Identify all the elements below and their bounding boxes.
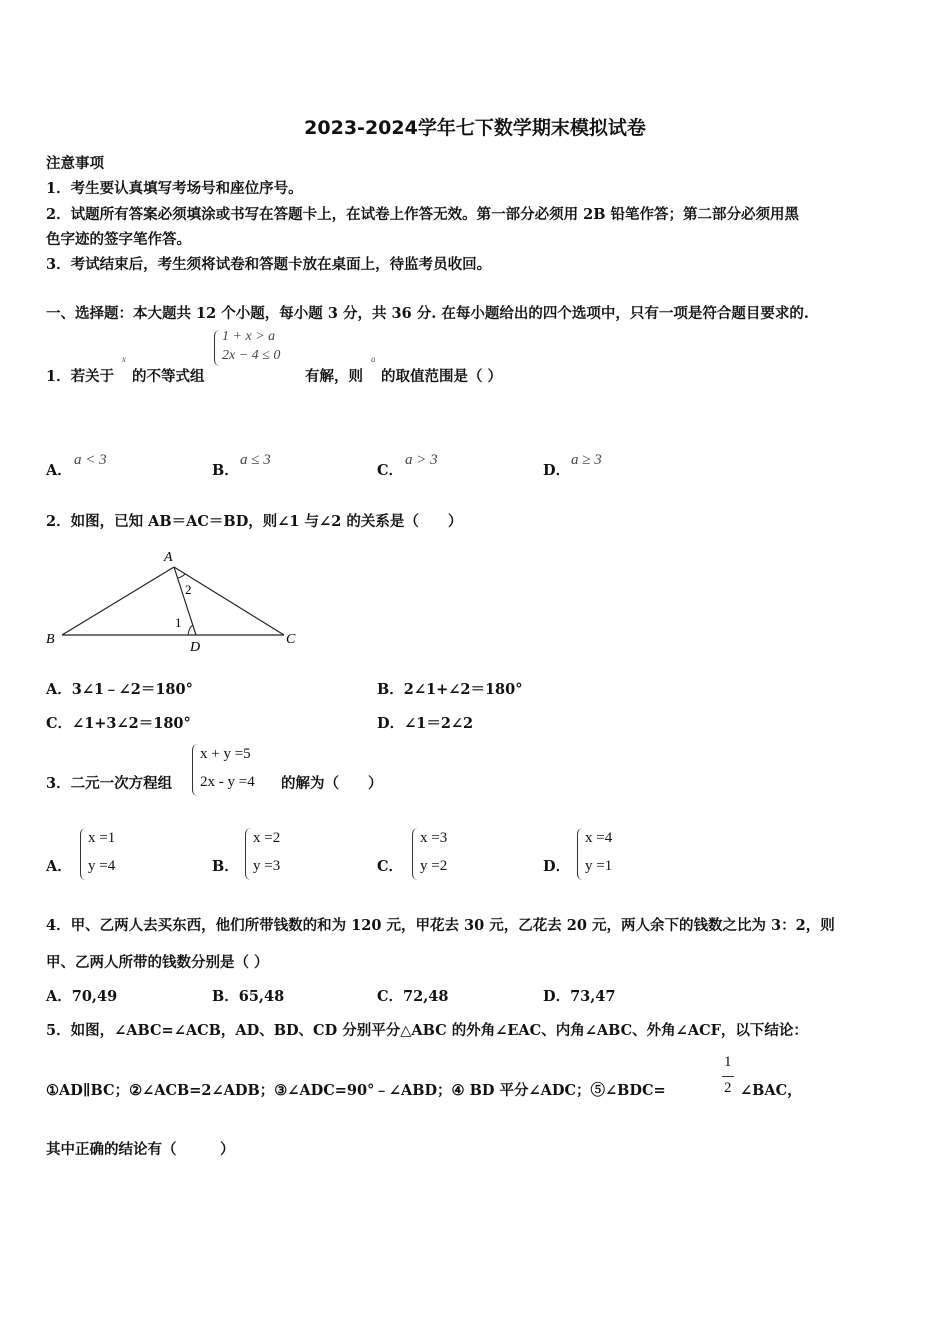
q5-text-line3: 其中正确的结论有（ ） xyxy=(46,1141,235,1158)
q3-option-a-label: A． xyxy=(46,858,72,875)
q3-text-post: 的解为（ ） xyxy=(281,775,383,792)
notice-item-3: 3．考试结束后，考生须将试卷和答题卡放在桌面上，待监考员收回。 xyxy=(46,256,492,273)
notice-heading: 注意事项 xyxy=(46,155,104,172)
q3-option-b-x: x =2 xyxy=(253,830,281,846)
q4-text-line1: 4．甲、乙两人去买东西，他们所带钱数的和为 120 元，甲花去 30 元，乙花去 20 元，两人余下的钱数之比为 3：2，则 xyxy=(46,917,835,934)
q4-option-a: A．70,49 xyxy=(46,988,118,1005)
label-d: D xyxy=(190,640,201,655)
label-angle-2: 2 xyxy=(185,582,192,597)
q5-fraction-bar xyxy=(722,1076,734,1077)
brace xyxy=(412,828,419,880)
q3-option-b xyxy=(245,828,305,880)
notice-item-2-cont: 色字迹的签字笔作答。 xyxy=(46,231,191,248)
q4-option-d: D．73,47 xyxy=(543,988,616,1005)
brace xyxy=(577,828,584,880)
brace xyxy=(245,828,252,880)
q3-option-a-x: x =1 xyxy=(88,830,116,846)
q1-option-a: a < 3 xyxy=(74,452,107,468)
q3-option-c xyxy=(412,828,472,880)
q3-option-b-y: y =3 xyxy=(253,858,281,874)
q3-option-a xyxy=(80,828,140,880)
q3-option-b-label: B． xyxy=(212,858,239,875)
q4-option-c: C．72,48 xyxy=(377,988,449,1005)
q3-option-c-y: y =2 xyxy=(420,858,448,874)
q3-option-c-label: C． xyxy=(377,858,404,875)
q4-text-line2: 甲、乙两人所带的钱数分别是（ ） xyxy=(46,954,269,971)
notice-item-2: 2．试题所有答案必须填涂或书写在答题卡上，在试卷上作答无效。第一部分必须用 2B 铅笔作答；第二部分必须用黑 xyxy=(46,206,800,223)
q1-sys-line1: 1 + x > a xyxy=(222,329,276,344)
brace xyxy=(80,828,87,880)
q5-text-line1: 5．如图，∠ABC=∠ACB，AD、BD、CD 分别平分△ABC 的外角∠EAC、内角∠ABC、外角∠ACF，以下结论： xyxy=(46,1022,808,1039)
q5-text-line2-post: ∠BAC， xyxy=(740,1082,802,1099)
label-b: B xyxy=(46,632,55,647)
q2-text: 2．如图，已知 AB＝AC＝BD，则∠1 与∠2 的关系是（ ） xyxy=(46,513,463,530)
q3-option-a-y: y =4 xyxy=(88,858,116,874)
q1-option-b: a ≤ 3 xyxy=(240,452,271,468)
q5-fraction-denominator: 2 xyxy=(724,1080,732,1096)
q1-var-x: x xyxy=(122,354,126,364)
label-angle-1: 1 xyxy=(175,615,182,630)
q2-option-d: D．∠1＝2∠2 xyxy=(377,715,474,732)
q4-option-b: B．65,48 xyxy=(212,988,285,1005)
brace xyxy=(192,744,199,796)
q3-option-c-x: x =3 xyxy=(420,830,448,846)
brace xyxy=(214,330,221,366)
q3-sys-line1: x + y =5 xyxy=(200,746,251,762)
q1-text-mid: 的不等式组 xyxy=(132,368,205,385)
section-heading: 一、选择题：本大题共 12 个小题，每小题 3 分，共 36 分. 在每小题给出的四个选项中，只有一项是符合题目要求的. xyxy=(46,305,809,322)
q3-option-d-x: x =4 xyxy=(585,830,613,846)
q2-option-b: B．2∠1+∠2＝180° xyxy=(377,681,523,698)
q1-option-c: a > 3 xyxy=(405,452,438,468)
q3-equation-system xyxy=(192,744,282,796)
q1-option-b-label: B． xyxy=(212,462,239,479)
q3-option-d-y: y =1 xyxy=(585,858,613,874)
q2-triangle-figure xyxy=(44,547,300,657)
q1-text-post2: 的取值范围是（ ） xyxy=(381,368,503,385)
q1-option-d: a ≥ 3 xyxy=(571,452,602,468)
q1-var-a: a xyxy=(371,354,376,364)
q1-option-d-label: D． xyxy=(543,462,571,479)
q1-sys-line2: 2x − 4 ≤ 0 xyxy=(222,348,281,363)
q5-fraction-numerator: 1 xyxy=(724,1054,732,1070)
label-c: C xyxy=(286,632,296,647)
notice-item-1: 1．考生要认真填写考场号和座位序号。 xyxy=(46,180,303,197)
page-title: 2023-2024学年七下数学期末模拟试卷 xyxy=(304,117,646,139)
q2-option-c: C．∠1+3∠2＝180° xyxy=(46,715,191,732)
q3-option-d xyxy=(577,828,637,880)
q3-sys-line2: 2x ‐ y =4 xyxy=(200,774,255,790)
q1-text-pre: 1．若关于 xyxy=(46,368,115,385)
q1-option-a-label: A． xyxy=(46,462,72,479)
q3-option-d-label: D． xyxy=(543,858,571,875)
label-a: A xyxy=(164,550,173,565)
q1-option-c-label: C． xyxy=(377,462,404,479)
q2-option-a: A．3∠1﹣∠2＝180° xyxy=(46,681,193,698)
q3-text-pre: 3．二元一次方程组 xyxy=(46,775,173,792)
q1-text-post1: 有解，则 xyxy=(305,368,363,385)
q5-text-line2-pre: ①AD∥BC；②∠ACB=2∠ADB；③∠ADC=90°﹣∠ABD；④ BD 平分∠ADC；⑤∠BDC= xyxy=(46,1082,666,1099)
q1-inequality-system xyxy=(214,330,304,366)
